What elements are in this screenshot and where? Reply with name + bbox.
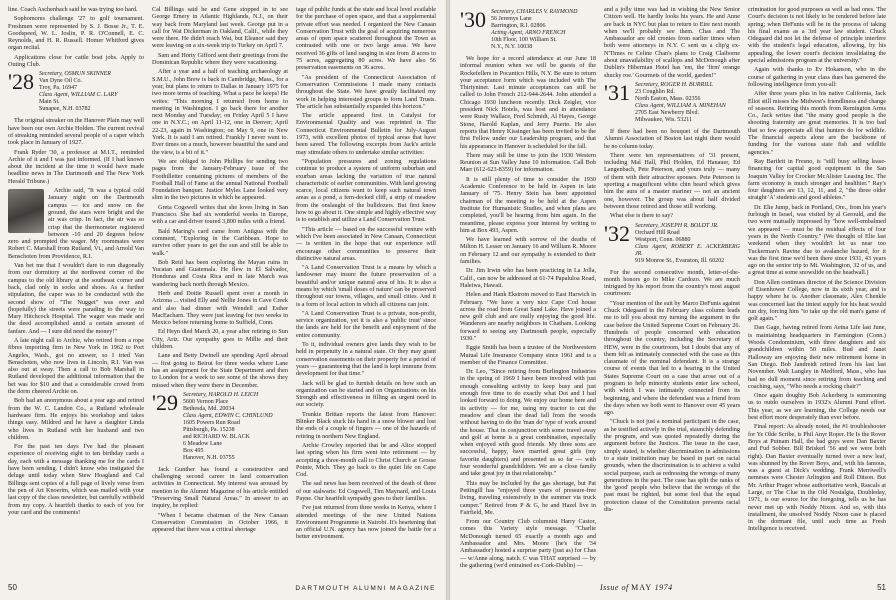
agent-line: Class Agent, ROBERT E. ACKERBERG JR. xyxy=(635,243,740,257)
right-column-3 xyxy=(748,6,886,572)
paragraph: "As president of the Connecticut Association of Conservation Commissions I made many contacts throughout the State. We have greatly facilitated my work in helping interested groups to form Land Trusts. The article has substantially expanded this horizon." xyxy=(296,73,436,110)
issue-prefix: Issue of xyxy=(600,583,629,592)
class-year: '32 xyxy=(604,220,630,246)
paragraph: After three years plus in his native California, Jack Eliot still misses the Midwest's friendliness and change of seasons. Retiring this month from Remington Arms Co., Jack writes that "the many good people is the shooting fraternity are great memories. It is too bad that so few appreciate all that hunters do for wildlife. The financial aspects alone are the backbone of funding for the various state fish and wildlife agencies." xyxy=(748,90,886,156)
paragraph: Herb and Dottie Russell spent over a month in Arizona ... visited Elly and Nellie Jones in Cave Creek and also had dinner with Wendell and Esther MacEacharn. They were just leaving for two weeks in Mexico before returning home to Suffield, Conn. xyxy=(152,289,288,327)
agent-line: Class Agent, WILLIAM C. LARY xyxy=(39,92,118,99)
paragraph: tage of public funds at the state and local level available for the purchase of open space, and that a supplemental private effort was needed. I organized the New Canaan Conservation Trust with the goal of acquiring numerous areas of open space scattered throughout the Town as contrasted with one or two large areas. We have received 36 gifts of land ranging in size from .8 acres to 75 acres, aggregating 80 acres. We have also 56 preservation easements on 36 acres. xyxy=(296,6,436,72)
paragraph: To it, individual owners give lands they wish to be held in perpetuity in a natural state. Or they may grant conservation easements on their property for a period of years — guaranteeing that the land is kept immune from development for that time." xyxy=(296,341,436,378)
paragraph: line. Coach Aschenbach said he was trying too hard. xyxy=(8,6,138,13)
paragraph: Bald Maring's card came from Antigua with the comment, "Exploring in the Caribbean. Hope to survive other years to get the sun and still be able to walk." xyxy=(152,227,288,257)
paragraph: "A Land Conservation Trust is a private, non-profit, service organization, yet it is also a 'public trust' since the lands are held for the benefit and enjoyment of the entire community. xyxy=(296,309,436,339)
paragraph: Again with thanks to Ev Hokanson, who in the course of gathering in your class dues has garnered the following intelligence from you-all: xyxy=(748,66,886,88)
left-column-3 xyxy=(296,6,436,572)
paragraph: A late night call to Archie, who retired from a rope fibres importing firm in New York in 1962 to Port Angeles, Wash., got no answer, so I tried Van Benschoten, who now lives in Lincoln, R.I. Van was also out at sway. Then a call to Bob Marshall in Rutland developed the additional information that the bet was for $10 and that a considerable crowd from the dorm cheered Archie on. xyxy=(8,336,144,396)
address-line: 23 Coughlin Rd. xyxy=(635,88,675,95)
address-line: 1605 Powers Run Road xyxy=(183,419,240,426)
class-officers xyxy=(635,82,726,124)
address-line: Main St. xyxy=(39,99,60,106)
paragraph: Ray Bartlett in Fresno, is "still busy selling lease-financing for capital good equipment in the San Joaquin Valley for Crocker McAlister Leasing Inc. The farm economy is much stronger and healthier." Ray's four daughters are 13, 12, 11, and 2, "the three older straight 'A' students and good athletes." xyxy=(748,157,886,202)
paragraph: Dr. Leo, "Since retiring from Burlington Industries in the spring of 1969 I have been involved with just enough consulting activity to keep busy and just enough free time to do exactly what Dot and I had looked forward to doing. We enjoy our home here and its activity — for me, using my tractor to cut the meadow and clean the dead fall from the woods without having to do the 'man do' type of work around the house. That in conjunction with some travel away and golf at home is a great combination, especially when enjoyed with good friends. My three sons are successful, happy, have married great girls (my favorite daughters) and presented us so far — with four wonderful grandchildren. We are a close family and take great joy in that relationship." xyxy=(460,368,596,478)
address-line: Sunapee, N.H. 03782 xyxy=(39,106,91,113)
secretary-line: Secretary, CHARLES V. RAYMOND xyxy=(491,9,578,15)
page-number-left: 50 xyxy=(8,583,17,592)
address-line: 10th Floor, 100 William St. xyxy=(491,37,557,43)
paragraph: Eggie Smith has been a trustee of the Northwestern Mutual Life Insurance Company since 1961 and is a member of the Finance Committee. xyxy=(460,344,596,366)
paragraph: Ed Heyn died March 20, a year after retiring to Sun City, Ariz. Our sympathy goes to Millie and their children. xyxy=(152,328,288,351)
class-officers xyxy=(491,9,578,51)
paragraph: The article appeared first in Catalyst for Environmental Quality and was reprinted in The Connecticut Environmental Bulletin for July-August 1973, with excellent photos of typical areas that have been saved. The following excerpts from Jack's article may stimulate others to undertake similar activities: xyxy=(296,112,436,156)
paragraph: Lane and Betty Dwinell are spending April abroad — first going to Beirut for three weeks where Lane has an assignment for the State Department and then to London for a week to see some of the shows they missed when they were there in December. xyxy=(152,352,288,389)
address-line: Orchard Hill Road xyxy=(635,229,680,236)
class-officers xyxy=(635,223,740,265)
paragraph: Bob Reid has been exploring the Mayan ruins in Yucatan and Guatemala. He flew in El Salvador, Honduras and Costa Rica and in late March was wandering back north through Mexico. xyxy=(152,258,288,288)
right-column-1 xyxy=(460,6,596,572)
address-line: Milwaukee, Wis. 53211 xyxy=(635,116,693,123)
paragraph: For the second consecutive month, letter-of-the-month honors go to Mike Cardozo. We are much intrigued by his report from the country's most august courtroom: xyxy=(604,268,740,298)
address-line: Pittsburgh, Pa. 15238 xyxy=(183,426,235,433)
address-line: Van Dyne Oil Co. xyxy=(39,78,82,85)
address-line: Box 495 xyxy=(183,447,204,454)
paragraph: If there had been no bouquet of the Dartmouth Alumni Association of Boston last night there would be no column today. xyxy=(604,127,740,150)
address-line: North Easton, Mass. 02356 xyxy=(635,95,701,102)
paragraph: This may be included by the gas shortage, but Pat Pettingill has "enjoyed three years of pressure-free living, traveling extensively in the summer via truck camper." Retired from P & G, he and Hazel live in Fairfield, Me. xyxy=(460,479,596,516)
paragraph: Don Allen continues director of the Science Division of Eisenhower College, now in its sixth year, and is happy where he is. Another classmate, Alex Chenkle was concerned last the tiniest supply for his heat would run dry, forcing him "to take up the old man's game of golf again." xyxy=(748,278,886,323)
portrait-photo xyxy=(8,189,44,233)
paragraph: We have learned with sorrow of the deaths of Milton H. Lesser on January 16 and William R. Moore on February 12 and our sympathy is extended to their families. xyxy=(460,236,596,266)
paragraph: "Population pressures and zoning regulations continue to produce a system of uniform suburban and exurban areas lacking the variation of true natural characteristic of earlier communities. With land growing scarce, local citizens want to keep such natural town areas as a pond, a fern-decked cliff, a strip of meadow from the onslaught of the bulldozers. But first know how to go about it. One simple and highly effective way is to establish and utilize a Land Conservation Trust. xyxy=(296,157,436,224)
class-year: '29 xyxy=(152,389,178,415)
paragraph: Dan Gage, having retired from Aetna Life last June, is maintaining headquarters in Farmington (Conn.) Woods Condominium, with three daughters and six grandchildren within 50 miles. Bud and Janet Halloway are enjoying their new retirement home in San Diego. Bob Jandreidt retired from his last last November. Walt Langley in Medford, Mass., who has had no dull moment since retiring from teaching and coaching, says, "Who needs a rocking chair?" xyxy=(748,324,886,390)
magazine-title: DARTMOUTH ALUMNI MAGAZINE xyxy=(295,585,436,592)
paragraph: "Your mention of the suit by Marco DeFunis against Chuck Odegaard in the February class column leads me to tell you about my turning the argument in the case before the United Supreme Court on February 26. Hundreds of people concerned with education throughout the country, including the Secretary of HEW, were in the courtroom, but I doubt that any of them felt as intimately connected with the case as this classmate of the nominal defendant. It is a strange course of events that led to a hearing in the United States Supreme Court on a case that arose out of a program to help minority students enter law school, with which I was intimately connected from its beginning, and where the defendant was a friend from the days when we both went to Hanover over 45 years ago. xyxy=(604,299,740,417)
secretary-line: Secretary, ROGER H. BURRILL xyxy=(635,81,713,88)
paragraph: It is still plenty of time to consider the 1930 Academic Conference to be held in Aspen in late January of '75. Henry Stein has been appointed chairman of the meeting to be held at the Aspen Institute for Humanistic Studies, and when plans are completed, you'll be hearing from him again. In the meantime, please express your interest by writing to him at Box 493, Aspen. xyxy=(460,175,596,234)
class-year: '31 xyxy=(604,79,630,105)
class-year: '28 xyxy=(8,69,34,95)
paragraph: Applications close for cattle boat jobs. Apply to Outing Club. xyxy=(8,53,144,69)
paragraph: Trunkie Brittan reports the latest from Hanover: Blinker Black stuck his hand in a snow blower and lost the ends of a couple of fingers — one of the hazards of retiring in northern New England. xyxy=(296,410,436,440)
paragraph: "When I became chairman of the New Canaan Conservation Commission in October 1966, it appeared that there was a critical shortage xyxy=(152,511,288,534)
address-line: 2705 East Newberry Blvd. xyxy=(635,109,699,116)
paragraph: Cal Billings said he and Gene stopped in to see George Emery in Atlantic Highlands, N.J., on their way back from Maryland last week. George put in a call for Wat Dickerman in Oakland, Calif., while they were there. He didn't reach Wat, but Eleanor said they were leaving on a six-week trip to Turkey on April 7. xyxy=(152,6,288,50)
agent-line: Class Agent, EDWIN C. CHINLUND xyxy=(183,412,273,419)
paragraph: I've just returned from three weeks in Kenya, where I attended meetings of the new United Nations Environment Programme in Nairobi. It's heartening that an official U.N. agency has now joined the battle for a better environment. xyxy=(296,504,436,541)
class-heading-31 xyxy=(604,79,740,124)
paragraph: Once again doughty Bob Ackerberg is summoning us to outdo ourselves in 1932's Alumni Fund effort. This year, as we are learning, the College needs our best effort more desperately than ever before. xyxy=(748,392,886,422)
address-line: Hanover, N.H. 03755 xyxy=(183,454,235,461)
class-officers xyxy=(39,71,117,113)
class-heading-29 xyxy=(152,389,288,462)
paragraph: and a jolly time was had in wishing the New Senior Citizen well. He hardly looks his years. He and Anne are back in NYC but plan to return to Eire next month when we'll probably see them. Chas and The Ambassador are old cronies from earlier times when both were attorneys in N.Y. C sent us a clip'g ex-N'Times re Celine Chan's plans to Craig Claiborne about unavailability of scallops and McDonough after Dublin's Hibernian Hotel has 'em, the 'firm' orange shucky roe.' Gourmets of the world, garden!" xyxy=(604,6,740,79)
paragraph: Helen and Hank Ekstrom moved to East Harwich in February. "We have a very nice Cape Cod house across the road from Great Sand Lake. Have joined a new golf club and are really enjoying the good life. Wanderers are nearby neighbors in Chatham. Looking forward to seeing any Dartmouth people, especially 1930." xyxy=(460,291,596,342)
page-number-right: 51 xyxy=(877,583,886,592)
left-column-2 xyxy=(152,6,288,572)
agent-line: Class Agent, WILLIAM A. MINEHAN xyxy=(635,102,726,109)
paragraph: After a year and a half of teaching archaeology at S.M.U., John Brew is back in Cambridge, Mass., for a year, but plans to return to Dallas in January 1975 for two more terms of teaching. What a pace he keeps! He writes: "This morning I returned from home to meeting in Washington. I go back there for another next Monday and Tuesday; on Friday April 5 I have one in N.Y.C.; on April 11-12, one in Denver; April 22-23, again in Washington; on May 9, one in New York. It is said I am retired. Frankly I never want to. Ever times on a much, however beautiful the sand and the view, is a bit of it." xyxy=(152,68,288,156)
left-column-1 xyxy=(8,6,144,572)
right-page xyxy=(450,0,896,600)
class-heading-32 xyxy=(604,220,740,265)
agent-line: Acting Agent, ARNO FRENCH xyxy=(491,30,566,36)
paragraph: From our Country Club columnist Harry Castor, comes this Variety style message. "Charlie McDonough turned 65 exactly a month ago and Ambassador and Mrs. Moore (he's the '34 Ambassador) hosted a surprise party (just as) for Chas — w/Anne along, natch. C was THAT surprised — by the gathering (we'd entrained ex-Cork-Dublin) — xyxy=(460,518,596,569)
issue-year: 1974 xyxy=(654,583,673,592)
paragraph: Jack Gunther has found a constructive and challenging second career in land conservation activities in Connecticut. My interest was aroused by mention in the Alumni Magazine of his article entitled "Preserving Small Natural Areas." In answer to an inquiry, he replied: xyxy=(152,465,288,510)
paragraph: Greta Cogswell writes that she loves living in San Francisco. She had six wonderful weeks in Europe, with a car and driver toured 3,800 miles with a friend. xyxy=(152,203,288,226)
paragraph: Archie Crowley reported that he and Alice stopped last spring when his firm went into retirement — by accepting a three-month call to Christ Church at Grosse Pointe, Mich. They go back to the quiet life on Cape Cod. xyxy=(296,441,436,479)
paragraph: Frank Ryder '30, a professor at M.I.T., reminded Archie of it and I was just informed. (If I had known about the incident at the time it would have made headline news in The Dartmouth and The New York Herald Tribune.) xyxy=(8,148,144,185)
address-line: 919 Monroe St., Evanston, Ill. 60202 xyxy=(635,257,725,264)
paragraph: Final report: As already noted, the #1 troubleshooter for Ye Olde Scribe, is Phil Anyr Roper. He Is the Rover Boys at Putnam Hall, the bad guys were Dan Baxter and Fud Sobber. Bill Briskerl '56 and we were both right). Dan Baxter eventually turned over a new leaf, was shunned by the Rover Boys, and, with his famous, was a guest at Dick's wedding. Frank Merriwell's nemeses were Chester Arlington and Roll Ditson. But Mr. Arthur Prager whose authoritative work, Rascals at Large, or The Clue in the Old Nostalgia, Doubleday, 1971, is our source for the foregoing, tells us he has never met up with Noddy Nixon. And so, with this installment, the unsolved Noddy Nixon case is placed in the dormant file, until such time as Fresh Intelligence is received. xyxy=(748,423,886,533)
paragraph: The original streaker on the Hanover Plain may well have been our own Archie Holden. The current revival of streaking reminded several people of a caper which took place in January of 1927. xyxy=(8,117,144,147)
address-line: Barrington, R.I. 02806 xyxy=(491,23,546,29)
paragraph: For the past ten days I've had the pleasant experience of receiving eight to ten birthday cards a day, each with a message thanking me for the cards I have been sending. I didn't know who instigated the deluge until today when Stew Hoagland and Cal Billings sent copies of a full page of lively verse from the pen of Art Knoerim, which was mailed with your last copy of the class newsletter, but carefully withheld from my copy. A heartfelt thanks to each of you for your card and the comments! xyxy=(8,443,144,516)
paragraph: Van bet me that I wouldn't dare to run diagonally from our dormitory at the northwest corner of the campus to the old library at the southeast corner and back, clad only in socks and shoes. As a further stipulation, the caper was to be conducted with the second show of "The Nugget" was over and (hopefully) the streets were parading to the way to Mary Hitchcock Hospital. The wager was made and the deed accomplished amid a certain amount of fanfare. And — I sure did need the money!" xyxy=(8,262,144,335)
paragraph: Sam and Horty Gifford sent their greetings from the Dominican Republic where they were vacationing. xyxy=(152,51,288,67)
paragraph: Dr. Elie Jump, back in Portland, Ore., from his year's furlough in Israel, was visited by al Gerould, and the two were mutually impressed by "how well-embalmed we appeared — must be the residual effects of four years in the North Country." (We thought of Elie last weekend when they wouldn't let us near too Tuckerman's Ravine due to avalanche hazard, for it was the first time we'd been there since 1931, 43 years ago on the senior trip to Mt. Washington, 32 of us, and a great time at some snowslide on the headwall.) xyxy=(748,203,886,277)
address-line: 5600 Vernon Place xyxy=(183,398,229,405)
left-page xyxy=(0,0,446,600)
paragraph: "This article — based on the successful venture with which I've been associated in New Canaan, Connecticut — is written in the hope that our experience will encourage other communities to preserve their distinctive natural areas. xyxy=(296,225,436,262)
paragraph: There may still be time to join the 1930 Western Reunion at Sun Valley June 10 information. Call Bob Marr (612-623-8359) for information. xyxy=(460,151,596,174)
address-line: Westport, Conn. 06880 xyxy=(635,236,691,243)
paragraph: Archie said, "It was a typical cold January night on the Dartmouth campus — ice and snow on the ground, the stars were bright and the air was crisp. In fact, the air was so crisp that the thermometer registered between -10 and 20 degrees below zero and prompted the wager. My roommates were Robert C. Marshall from Rutland, Vt., and Arnold Van Benschoten from Providence, R.I. xyxy=(8,187,144,260)
address-line: 6 Meadow Lane xyxy=(183,440,222,447)
paragraph: The sad news has been received of the death of three of our stalwarts: Ed Cogswell, Tim Maynard, and Louis Payne. Our heartfelt sympathy goes to their families. xyxy=(296,480,436,502)
class-heading-30 xyxy=(460,9,596,51)
class-officers xyxy=(183,392,273,462)
address-line: Bethesda, Md. 20034 xyxy=(183,405,235,412)
paragraph: Bob had an anonymous about a year ago and retired from the W. C. Landon Co., a Rutland wholesale hardware firm. He enjoys his workshop and takes things easy. Mildred and he have a daughter Linda who lives in Rutland with her husband and two children. xyxy=(8,397,144,441)
right-column-2 xyxy=(604,6,740,572)
secretary-line: Secretary, JOSEPH R. BOLDT JR. xyxy=(635,222,719,229)
paragraph: What else is there to say? xyxy=(610,212,674,220)
address-line: N.Y., N.Y. 10038 xyxy=(491,44,533,50)
paragraph: crimination for good purposes as well as bad ones. The Court's decision is not likely to be rendered before late spring; when DeFunis will be in the process of taking his final exams as a 3rd year law student. Chuck Odegaard did not let the defense of principle interfere with the student's legal education, allowing, by his appealing, the lower court's decision invalidating the special admissions program at the university." xyxy=(748,6,886,65)
address-line: and RICHARD W. BLACK xyxy=(183,433,251,440)
class-year: '30 xyxy=(460,7,486,32)
address-line: 56 Jeremys Lane xyxy=(491,16,532,22)
issue-month: MAY xyxy=(631,583,653,592)
paragraph: Jack will be glad to furnish details on how such an organization can be started and on Organizations on his Strength and effectiveness in filling an urgent need in our society. xyxy=(296,379,436,409)
paragraph: Dr. Jim Irwin who has been practicing in La Jolla, Calif., can now be addressed at 61-74 Papaluloa Road, Haleiwa, Hawaii. xyxy=(460,267,596,289)
paragraph: We are obliged to John Phillips for sending two pages from the January-February issue of the Foothilletter containing pictures of members of the Football Hall of Fame at the annual National Football Foundation banquet. Justice Myles Lane looked very slim in the two pictures in which he appeared. xyxy=(152,157,288,202)
paragraph: "Chuck is not just a nominal participant in the case, as he testified actively in the trial, staunchly defending the program, and was quoted repeatedly during the argument before the Justices. The issue in the case, simply stated, is whether discrimination in admissions to a state institution may be based in part on racial grounds, when the discrimination is to achieve a valid social purpose, such as redressing the wrongs of many generations in the past. The case has split the ranks of the 'good' people who believe that the wrongs of the past must be righted, but some feel that the equal protection clause of the Constitution prevents racial dis- xyxy=(604,418,740,514)
secretary-line: Secretary, OSMUN SKINNER xyxy=(39,71,111,78)
address-line: Troy, Pa. 16947 xyxy=(39,85,78,92)
paragraph: Sophomores challenge '27 to golf tournament. Freshmen were represented by S. J. Bosse Jr., T. E. Goodspeed, W. L. Joslin, P. R. O'Connell, E. C. Reynolds, and H. R. Russell. Homer Whitford gives organ recital. xyxy=(8,15,144,52)
paragraph: "A Land Conservation Trust is a means by which a landowner may insure the future preservation of a beautiful and/or unique natural area of his. It is also a means by which 'small doses of nature' can be preserved throughout our towns, villages, and small cities. And it is a form of local action in which all citizens can join. xyxy=(296,264,436,308)
class-heading-28 xyxy=(8,71,144,113)
paragraph: There were ten representatives of '31 present, including Mal Hall, Phil Holden, Ed Hanauer, Ed Langenbach, Pete Peterson, and yours truly — many of them with their attractive spouses. Pete Peterson is sporting a magnificent white chin beard which gives him the aura of a master mariner — not an ancient one, however. The group was about half divided between those retired and those still working. xyxy=(604,151,740,210)
paragraph: We hope for a record attendance at our June 18 informal reunion when we will be guests of the Rockefellers in Pocantico Hills, N.Y. Be sure to return your acceptance form which was included with The Thirtyniner. Last minute acceptances can still be called to John French 212-944-2644. John attended a Chicago 1930 luncheon recently. Dick Zeigler, vice president Nick Hotels, was host and in attendance were Rusty Wallace, Fred Schmidt, Al Hayes, George Stone, Harold Kaplan, and Jerry Puerto. He also reports that Henry Kissinger has been invited to be the first Fellow under our Leadership program, and that his appearance in Hanover is scheduled for the fall. xyxy=(460,55,596,150)
issue-date xyxy=(600,583,673,592)
secretary-line: Secretary, HAROLD H. LEICH xyxy=(183,391,259,398)
